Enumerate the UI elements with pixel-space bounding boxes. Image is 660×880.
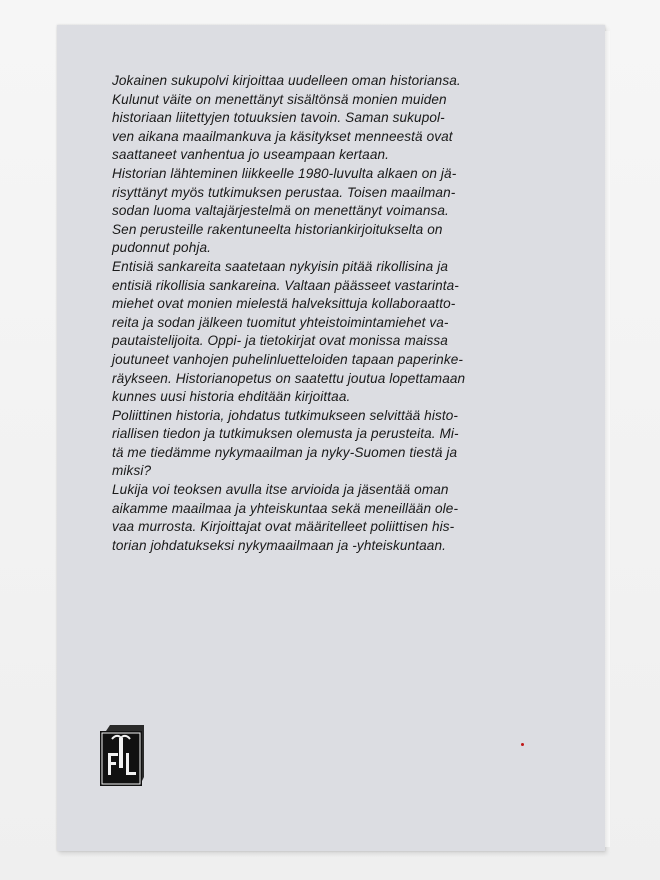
text-line: tä me tiedämme nykymaailman ja nyky-Suomen tiestä ja [112,444,458,460]
text-line: joutuneet vanhojen puhelinluetteloiden tapaan paperinke- [112,351,464,367]
text-line: risyttänyt myös tutkimuksen perustaa. Toisen maailman- [112,184,456,200]
text-line: historiaan liitettyjen totuuksien tavoin. Saman sukupol- [112,110,445,126]
text-line: saattaneet vanhentua jo useampaan kertaan. [112,147,390,163]
text-line: sodan luoma valtajärjestelmä on menettänyt voimansa. [112,203,449,219]
text-line: torian johdatukseksi nykymaailmaan ja -yhteiskuntaan. [112,537,446,553]
text-line: miehet ovat monien mielestä halveksittuja kollaboraatto- [112,296,456,312]
print-speck [521,743,524,746]
text-line: Sen perusteille rakentuneelta historiankirjoitukselta on [112,221,443,237]
text-line: Lukija voi teoksen avulla itse arvioida ja jäsentää oman [112,482,449,498]
back-cover-blurb [112,72,582,555]
text-line: räykseen. Historianopetus on saatettu joutua lopettamaan [112,370,466,386]
text-line: kunnes uusi historia ehditään kirjoittaa. [112,389,351,405]
publisher-logo-letters: FL [100,725,102,726]
text-line: Entisiä sankareita saatetaan nykyisin pitää rikollisina ja [112,258,448,274]
text-line: pautaistelijoita. Oppi- ja tietokirjat ovat monissa maissa [112,333,448,349]
text-line: miksi? [112,463,152,479]
page-edge [605,31,610,847]
text-line: entisiä rikollisia sankareina. Valtaan päässeet vastarinta- [112,277,459,293]
text-line: Historian lähteminen liikkeelle 1980-luvulta alkaen on jä- [112,165,457,181]
text-line: pudonnut pohja. [112,240,212,256]
book-back-cover [57,25,605,851]
text-line: aikamme maailmaa ja yhteiskuntaa sekä meneillään ole- [112,500,459,516]
text-line: Kulunut väite on menettänyt sisältönsä monien muiden [112,91,447,107]
text-line: Poliittinen historia, johdatus tutkimukseen selvittää histo- [112,407,459,423]
text-line: vaa murrosta. Kirjoittajat ovat määritelleet poliittisen his- [112,519,455,535]
text-line: riallisen tiedon ja tutkimuksen olemusta ja perusteita. Mi- [112,426,459,442]
publisher-logo-icon [100,725,146,787]
text-line: Jokainen sukupolvi kirjoittaa uudelleen oman historiansa. [112,73,461,88]
text-line: ven aikana maailmankuva ja käsitykset menneestä ovat [112,128,453,144]
text-line: reita ja sodan jälkeen tuomitut yhteistoimintamiehet va- [112,314,449,330]
